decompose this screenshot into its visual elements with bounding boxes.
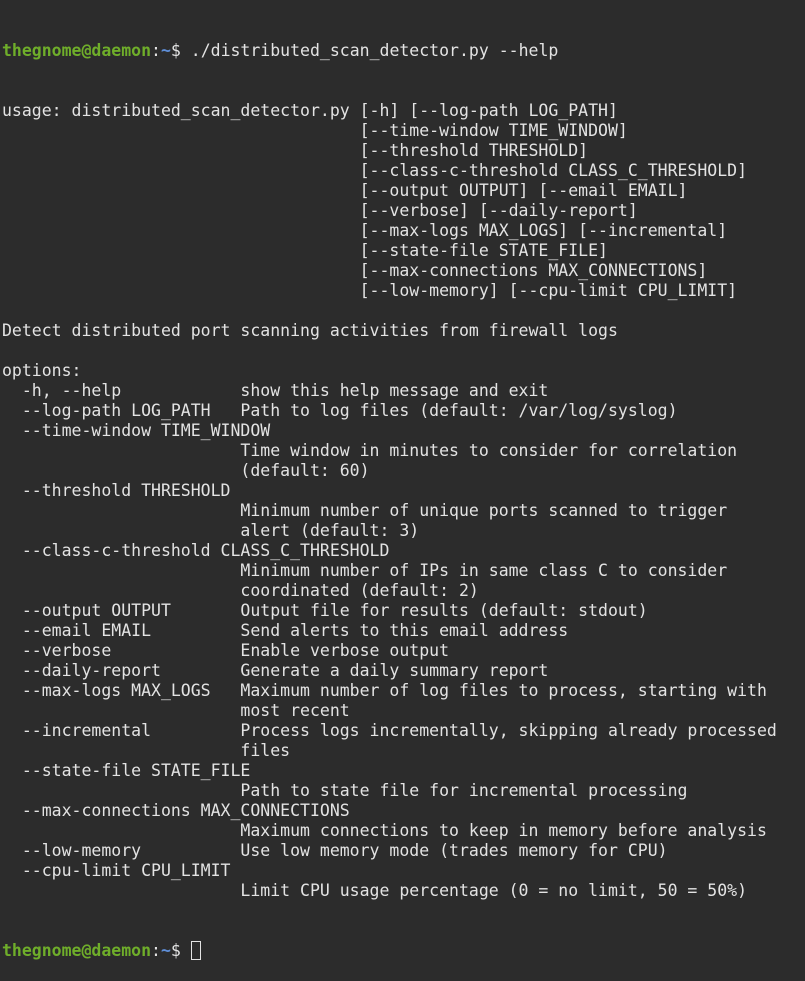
output-line: --class-c-threshold CLASS_C_THRESHOLD (2, 541, 390, 560)
command-text: ./distributed_scan_detector.py --help (190, 41, 559, 60)
output-line: Detect distributed port scanning activities from firewall logs (2, 321, 618, 340)
output-line: [--max-logs MAX_LOGS] [--incremental] (2, 221, 728, 240)
output-line: --low-memory Use low memory mode (trades memory for CPU) (2, 841, 668, 860)
output-line (2, 301, 805, 321)
output-line: Time window in minutes to consider for correlation (2, 441, 738, 460)
output-line: --max-connections MAX_CONNECTIONS (2, 801, 350, 820)
output-line: -h, --help show this help message and exit (2, 381, 549, 400)
output-line: --time-window TIME_WINDOW (2, 421, 271, 440)
prompt-colon: : (151, 941, 161, 960)
output-line (2, 341, 805, 361)
output-line: --verbose Enable verbose output (2, 641, 450, 660)
output-line: most recent (2, 701, 350, 720)
output-line: [--time-window TIME_WINDOW] (2, 121, 628, 140)
prompt-symbol: $ (170, 41, 191, 60)
prompt-path: ~ (160, 941, 171, 960)
output-line: [--max-connections MAX_CONNECTIONS] (2, 261, 708, 280)
output-line: Maximum connections to keep in memory before analysis (2, 821, 767, 840)
output-line: --daily-report Generate a daily summary report (2, 661, 549, 680)
output-line: --max-logs MAX_LOGS Maximum number of log files to process, starting with (2, 681, 767, 700)
output-line: files (2, 741, 291, 760)
output-line: usage: distributed_scan_detector.py [-h] [--log-path LOG_PATH] (2, 101, 618, 120)
prompt-colon: : (151, 41, 161, 60)
command-line (2, 41, 805, 61)
output-line: Minimum number of unique ports scanned to trigger (2, 501, 728, 520)
prompt-symbol: $ (170, 941, 191, 960)
output-line: --log-path LOG_PATH Path to log files (default: /var/log/syslog) (2, 401, 678, 420)
output-line: alert (default: 3) (2, 521, 420, 540)
output-line: Path to state file for incremental processing (2, 781, 688, 800)
output-line: [--class-c-threshold CLASS_C_THRESHOLD] (2, 161, 748, 180)
output-line: (default: 60) (2, 461, 370, 480)
output-line: --output OUTPUT Output file for results (default: stdout) (2, 601, 648, 620)
output-line: --incremental Process logs incrementally, skipping already processed (2, 721, 777, 740)
output-line: [--verbose] [--daily-report] (2, 201, 638, 220)
output-line: --cpu-limit CPU_LIMIT (2, 861, 231, 880)
output-line: [--output OUTPUT] [--email EMAIL] (2, 181, 688, 200)
output-line: coordinated (default: 2) (2, 581, 479, 600)
output-line: [--threshold THRESHOLD] (2, 141, 589, 160)
output-line: [--state-file STATE_FILE] (2, 241, 608, 260)
prompt-user: thegnome@daemon (2, 941, 152, 960)
text-cursor[interactable] (191, 941, 201, 960)
output-line: --threshold THRESHOLD (2, 481, 231, 500)
output-line: --state-file STATE_FILE (2, 761, 251, 780)
output-line: [--low-memory] [--cpu-limit CPU_LIMIT] (2, 281, 738, 300)
prompt-user: thegnome@daemon (2, 41, 152, 60)
output-line: --email EMAIL Send alerts to this email address (2, 621, 569, 640)
active-prompt-line[interactable] (2, 941, 805, 961)
output-line: Minimum number of IPs in same class C to consider (2, 561, 728, 580)
output-line: Limit CPU usage percentage (0 = no limit, 50 = 50%) (2, 881, 748, 900)
prompt-path: ~ (160, 41, 171, 60)
command-output (2, 101, 805, 901)
output-line: options: (2, 361, 82, 380)
